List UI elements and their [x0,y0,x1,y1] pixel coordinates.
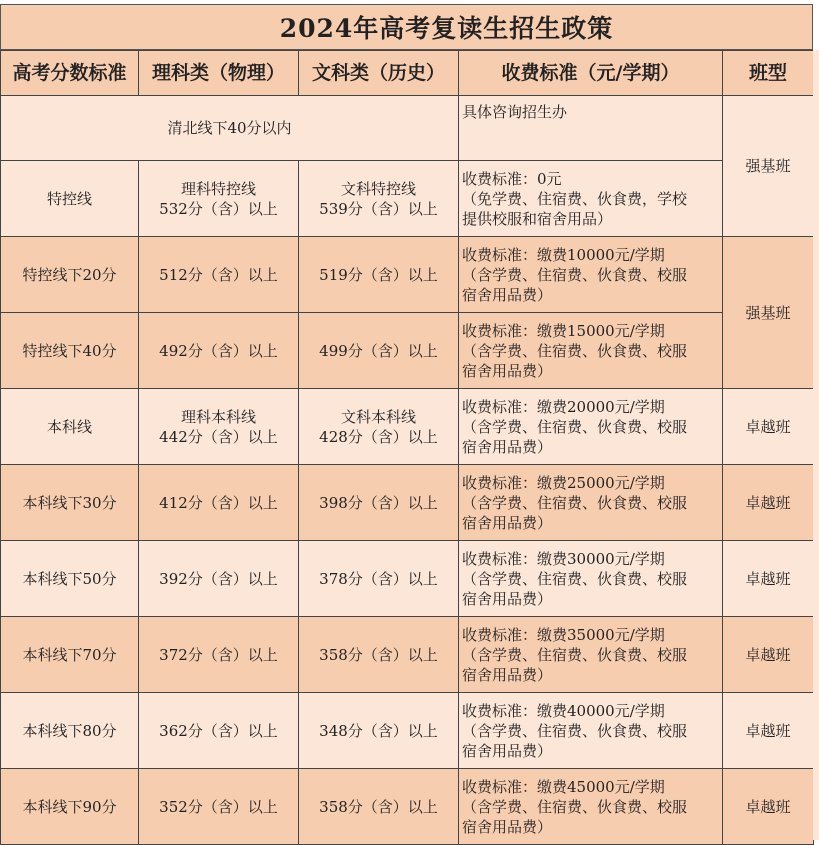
header-arts: 文科类（历史） [299,51,459,96]
header-score-standard: 高考分数标准 [1,51,139,96]
row-class-type: 强基班 [723,96,814,237]
row-level: 本科线下30分 [1,465,139,541]
row-arts: 398分（含）以上 [299,465,459,541]
table-row [1,693,814,769]
row-fee [459,541,723,617]
fee-line: 收费标准：0元 [462,169,562,188]
row-science: 352分（含）以上 [139,769,299,845]
row-arts [299,161,459,237]
fee-line: 宿舍用品费） [462,285,553,304]
right-edge-strip [813,50,819,840]
row-arts: 499分（含）以上 [299,313,459,389]
row-level: 本科线下70分 [1,617,139,693]
fee-line: （含学费、住宿费、伙食费、校服 [462,721,688,740]
table-row [1,161,814,237]
fee-line: 宿舍用品费） [462,817,553,836]
fee-line: 宿舍用品费） [462,665,553,684]
row-level: 本科线下80分 [1,693,139,769]
fee-line: 收费标准：缴费10000元/学期 [462,245,665,264]
row-science: 392分（含）以上 [139,541,299,617]
row-level: 特控线下20分 [1,237,139,313]
row-fee [459,769,723,845]
row-fee [459,161,723,237]
science-score: 442分（含）以上 [159,427,278,446]
arts-line-name: 文科本科线 [340,407,416,426]
row-level: 特控线下40分 [1,313,139,389]
arts-score: 428分（含）以上 [319,427,438,446]
row-class-type: 强基班 [723,237,814,389]
row-arts [299,389,459,465]
fee-line: （含学费、住宿费、伙食费、校服 [462,797,688,816]
header-fee: 收费标准（元/学期） [459,51,723,96]
document-title: 2024年高考复读生招生政策 [0,4,813,50]
table-row [1,389,814,465]
fee-line: 宿舍用品费） [462,741,553,760]
table-row [1,541,814,617]
row-level: 本科线下50分 [1,541,139,617]
fee-line: 收费标准：缴费20000元/学期 [462,397,665,416]
arts-line-name: 文科特控线 [340,179,416,198]
fee-line: 宿舍用品费） [462,361,553,380]
row-class-type: 卓越班 [723,617,814,693]
fee-line: （含学费、住宿费、伙食费、校服 [462,417,688,436]
fee-line: 收费标准：缴费40000元/学期 [462,701,665,720]
row-level: 本科线下90分 [1,769,139,845]
fee-line: 收费标准：缴费30000元/学期 [462,549,665,568]
fee-line: （含学费、住宿费、伙食费、校服 [462,645,688,664]
row-fee [459,465,723,541]
row-science: 492分（含）以上 [139,313,299,389]
fee-line: （含学费、住宿费、伙食费、校服 [462,493,688,512]
table-row [1,769,814,845]
row-class-type: 卓越班 [723,465,814,541]
science-line-name: 理科本科线 [180,407,256,426]
science-line-name: 理科特控线 [180,179,256,198]
row-arts: 378分（含）以上 [299,541,459,617]
header-row [1,51,814,96]
table-row [1,96,814,161]
row-fee [459,237,723,313]
table-row [1,313,814,389]
row-level: 清北线下40分以内 [1,96,459,161]
fee-line: 宿舍用品费） [462,437,553,456]
fee-line: 收费标准：缴费15000元/学期 [462,321,665,340]
fee-line: 提供校服和宿舍用品） [462,209,613,228]
header-class-type: 班型 [723,51,814,96]
row-arts: 358分（含）以上 [299,769,459,845]
table-row [1,617,814,693]
row-arts: 519分（含）以上 [299,237,459,313]
fee-line: 收费标准：缴费35000元/学期 [462,625,665,644]
row-science [139,389,299,465]
fee-line: 宿舍用品费） [462,513,553,532]
table-row [1,237,814,313]
admission-table [0,50,814,845]
row-science: 372分（含）以上 [139,617,299,693]
row-fee [459,313,723,389]
header-science: 理科类（物理） [139,51,299,96]
fee-line: （免学费、住宿费、伙食费，学校 [462,189,688,208]
row-fee: 具体咨询招生办 [459,96,723,161]
row-science [139,161,299,237]
row-class-type: 卓越班 [723,693,814,769]
row-class-type: 卓越班 [723,769,814,845]
fee-line: 收费标准：缴费25000元/学期 [462,473,665,492]
fee-line: 宿舍用品费） [462,589,553,608]
row-level: 本科线 [1,389,139,465]
table-row [1,465,814,541]
row-fee [459,389,723,465]
row-level: 特控线 [1,161,139,237]
row-class-type: 卓越班 [723,541,814,617]
fee-line: （含学费、住宿费、伙食费、校服 [462,341,688,360]
fee-line: 收费标准：缴费45000元/学期 [462,777,665,796]
arts-score: 539分（含）以上 [319,199,438,218]
row-arts: 348分（含）以上 [299,693,459,769]
science-score: 532分（含）以上 [159,199,278,218]
row-science: 362分（含）以上 [139,693,299,769]
row-arts: 358分（含）以上 [299,617,459,693]
row-science: 512分（含）以上 [139,237,299,313]
fee-line: （含学费、住宿费、伙食费、校服 [462,569,688,588]
row-fee [459,617,723,693]
fee-line: （含学费、住宿费、伙食费、校服 [462,265,688,284]
row-science: 412分（含）以上 [139,465,299,541]
row-fee [459,693,723,769]
row-class-type: 卓越班 [723,389,814,465]
